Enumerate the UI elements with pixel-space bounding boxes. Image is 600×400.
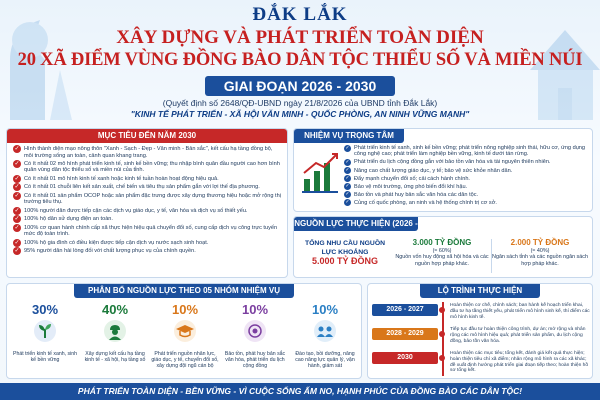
allocation-group-5 <box>291 302 359 370</box>
timeline-heading: LỘ TRÌNH THỰC HIỆN <box>420 284 540 298</box>
footer-banner: PHÁT TRIỂN TOÀN DIỆN - BỀN VỮNG - VÌ CUỘC SỐNG ẤM NO, HẠNH PHÚC CỦA ĐỒNG BÀO CÁC DÂN TỘC! <box>0 383 600 400</box>
allocation-percent: 10% <box>241 302 269 317</box>
check-icon: ✓ <box>345 183 350 190</box>
tasks-heading: NHIỆM VỤ TRỌNG TÂM <box>294 129 404 143</box>
check-icon: ✓ <box>14 248 20 255</box>
list-item: ✓ 95% người dân hài lòng đối với chất lượng phục vụ của chính quyền. <box>14 248 196 255</box>
culture-icon <box>243 319 267 343</box>
list-item: ✓ Phát triển kinh tế xanh, sinh kế bền vững; phát triển nông nghiệp sinh thái, hữu cơ, ứng dụng công nghệ cao; phát triển làm nghiệp bền vững, kinh tế dưới tán rừng. <box>345 144 586 158</box>
local-amount: 2.000 TỶ ĐỒNG <box>510 238 570 247</box>
list-item: ✓ Củng cố quốc phòng, an ninh và hệ thống chính trị cơ sở. <box>345 199 497 206</box>
allocation-percent: 40% <box>101 302 129 317</box>
local-percent: (≈ 40%) <box>530 248 550 254</box>
allocation-group-2 <box>81 302 149 363</box>
stage-year: 2030 <box>372 352 438 364</box>
period-badge: GIAI ĐOẠN 2026 - 2030 <box>205 76 395 96</box>
total-amount: 5.000 TỶ ĐỒNG <box>311 256 379 266</box>
check-icon: ✓ <box>345 167 350 173</box>
central-desc: Nguồn vốn huy động xã hội hóa và các nguồn hợp pháp khác. <box>395 254 489 267</box>
allocation-percent: 10% <box>311 302 339 317</box>
main-title-line2: 20 XÃ ĐIỂM VÙNG ĐỒNG BÀO DÂN TỘC THIỂU SỐ VÀ MIỀN NÚI <box>17 50 583 70</box>
resources-panel <box>293 216 593 278</box>
growth-chart-icon <box>300 151 340 195</box>
check-icon: ✓ <box>14 224 20 231</box>
check-icon: ✓ <box>14 175 20 182</box>
timeline-line <box>442 302 444 376</box>
targets-list <box>7 143 287 255</box>
central-source <box>394 238 490 267</box>
stage-year: 2028 - 2029 <box>372 328 438 340</box>
local-source <box>492 238 588 267</box>
stage-year: 2026 - 2027 <box>372 304 438 316</box>
timeline-panel <box>367 283 593 379</box>
check-icon: ✓ <box>345 158 350 165</box>
allocation-group-1 <box>11 302 79 363</box>
list-item: ✓ Có ít nhất 01 chuỗi liên kết sản xuất, chế biến và tiêu thụ sản phẩm gắn với lợi thế địa phương. <box>14 184 260 191</box>
list-item: ✓ 100% người dân được tiếp cận các dịch vụ giáo dục, y tế, văn hóa và dịch vụ số thiết yếu. <box>14 207 248 214</box>
check-icon: ✓ <box>345 191 350 198</box>
timeline-dot <box>439 331 445 337</box>
list-item: ✓ Đẩy mạnh chuyển đổi số; cải cách hành chính. <box>345 175 470 182</box>
stage-text: Hoàn thiện cơ chế, chính sách; ban hành kế hoạch triển khai, đầu tư hạ tầng thiết yếu, phát triển mô hình sinh kế, thí điểm các mô hình kinh tế. <box>450 303 590 320</box>
check-icon: ✓ <box>14 160 20 167</box>
total-resource <box>300 239 390 266</box>
timeline-dot <box>439 355 445 361</box>
list-item: ✓ Bảo tồn và phát huy bản sắc văn hóa các dân tộc. <box>345 191 479 198</box>
slogan: "KINH TẾ PHÁT TRIỂN - XÃ HỘI VĂN MINH - QUỐC PHÒNG, AN NINH VỮNG MẠNH" <box>130 109 470 119</box>
main-title-line1: XÂY DỰNG VÀ PHÁT TRIỂN TOÀN DIỆN <box>116 27 484 48</box>
province-name: ĐẮK LẮK <box>252 4 348 25</box>
seedling-icon <box>33 319 57 343</box>
allocation-desc: Đào tạo, bồi dưỡng, nâng cao năng lực quản lý, vận hành, giám sát <box>295 351 355 370</box>
list-item: ✓ 100% hộ dân sử dụng điện an toàn. <box>14 216 113 223</box>
allocation-heading: PHÂN BỔ NGUỒN LỰC THEO 05 NHÓM NHIỆM VỤ <box>74 284 294 298</box>
allocation-desc: Bảo tồn, phát huy bản sắc văn hóa, phát triển du lịch cộng đồng <box>224 351 286 370</box>
list-item: ✓ Có ít nhất 01 mô hình kinh tế xanh hoặc kinh tế tuần hoàn hoạt động hiệu quả. <box>14 175 219 182</box>
central-percent: (≈ 60%) <box>432 248 452 254</box>
check-icon: ✓ <box>14 239 20 246</box>
stage-text: Tiếp tục đầu tư hoàn thiện công trình, dự án; mở rộng và nhân rộng các mô hình hiệu quả; phát triển sản phẩm, du lịch cộng đồng, bảo tồn văn hóa. <box>450 327 586 344</box>
allocation-group-4 <box>221 302 289 370</box>
check-icon: ✓ <box>14 207 20 214</box>
check-icon: ✓ <box>345 199 350 206</box>
targets-heading: MỤC TIÊU ĐẾN NĂM 2030 <box>7 129 287 143</box>
allocation-group-3 <box>151 302 219 370</box>
targets-panel <box>6 128 288 278</box>
check-icon: ✓ <box>345 175 350 182</box>
check-icon: ✓ <box>14 192 20 199</box>
stage-text: Hoàn thiện các mục tiêu; tổng kết, đánh giá kết quả thực hiện; hoàn thiện tiêu chí xã điểm; nhân rộng mô hình ra các xã khác; đề xuất định hướng phát triển giai đoạn tiếp theo; hoàn thiện hồ sơ tổng kết. <box>450 351 589 374</box>
timeline-dot <box>439 307 445 313</box>
list-item: ✓ Nâng cao chất lượng giáo dục, y tế; bảo vệ sức khỏe nhân dân. <box>345 167 513 174</box>
allocation-panel <box>6 283 362 379</box>
worker-icon <box>103 319 127 343</box>
list-item: ✓ Có ít nhất 01 sản phẩm OCOP hoặc sản phẩm đặc trưng được xây dựng thương hiệu hoặc mở rộng thị trường tiêu thụ. <box>14 192 281 206</box>
allocation-percent: 10% <box>171 302 199 317</box>
list-item: ✓ Hình thành diện mạo nông thôn "Xanh - Sạch - Đẹp - Văn minh - Bản sắc", kết cấu hạ tầng đồng bộ, môi trường sống an toàn, cảnh quan khang trang. <box>14 146 273 159</box>
allocation-desc: Xây dựng kết cấu hạ tầng kinh tế - xã hội, hạ tầng số <box>84 351 146 364</box>
meeting-icon <box>313 319 337 343</box>
allocation-percent: 30% <box>31 302 59 317</box>
check-icon: ✓ <box>14 216 20 223</box>
allocation-desc: Phát triển kinh tế xanh, sinh kế bền vững <box>12 351 78 364</box>
tasks-list <box>344 145 590 208</box>
total-label: TỔNG NHU CẦU NGUỒN LỰC KHOẢNG <box>304 240 386 256</box>
list-item: ✓ Bảo vệ môi trường, ứng phó biến đổi khí hậu. <box>345 183 468 190</box>
decision-reference: (Quyết định số 2648/QĐ-UBND ngày 21/8/2026 của UBND tỉnh Đắk Lắk) <box>162 98 438 108</box>
check-icon: ✓ <box>345 144 350 151</box>
allocation-desc: Phát triển nguồn nhân lực, giáo dục, y tế, chuyển đổi số, xây dựng đội ngũ cán bộ <box>151 351 219 370</box>
list-item: ✓ 100% cơ quan hành chính cấp xã thực hiện hiệu quả chuyển đổi số, cung cấp dịch vụ công trực tuyến mức độ toàn trình. <box>14 224 278 238</box>
list-item: ✓ 100% hộ gia đình có điều kiện được tiếp cận dịch vụ nước sạch sinh hoạt. <box>14 239 209 246</box>
resources-heading: NGUỒN LỰC THỰC HIỆN (2026 - 2030) <box>294 219 418 242</box>
graduation-icon <box>173 319 197 343</box>
check-icon: ✓ <box>14 184 20 191</box>
list-item: ✓ Phát triển du lịch cộng đồng gắn với bảo tồn văn hóa và tài nguyên thiên nhiên. <box>345 158 551 166</box>
tasks-panel <box>293 128 593 212</box>
check-icon: ✓ <box>14 146 20 152</box>
local-desc: Ngân sách tỉnh và các nguồn ngân sách hợp pháp khác. <box>492 254 588 267</box>
central-amount: 3.000 TỶ ĐỒNG <box>412 238 472 247</box>
poster-header <box>0 0 600 124</box>
list-item: ✓ Có ít nhất 02 mô hình phát triển kinh tế, sinh kế bền vững; thu nhập bình quân đầu người cao hơn bình quân vùng dân tộc thiểu số và miền núi của tỉnh. <box>14 160 280 174</box>
